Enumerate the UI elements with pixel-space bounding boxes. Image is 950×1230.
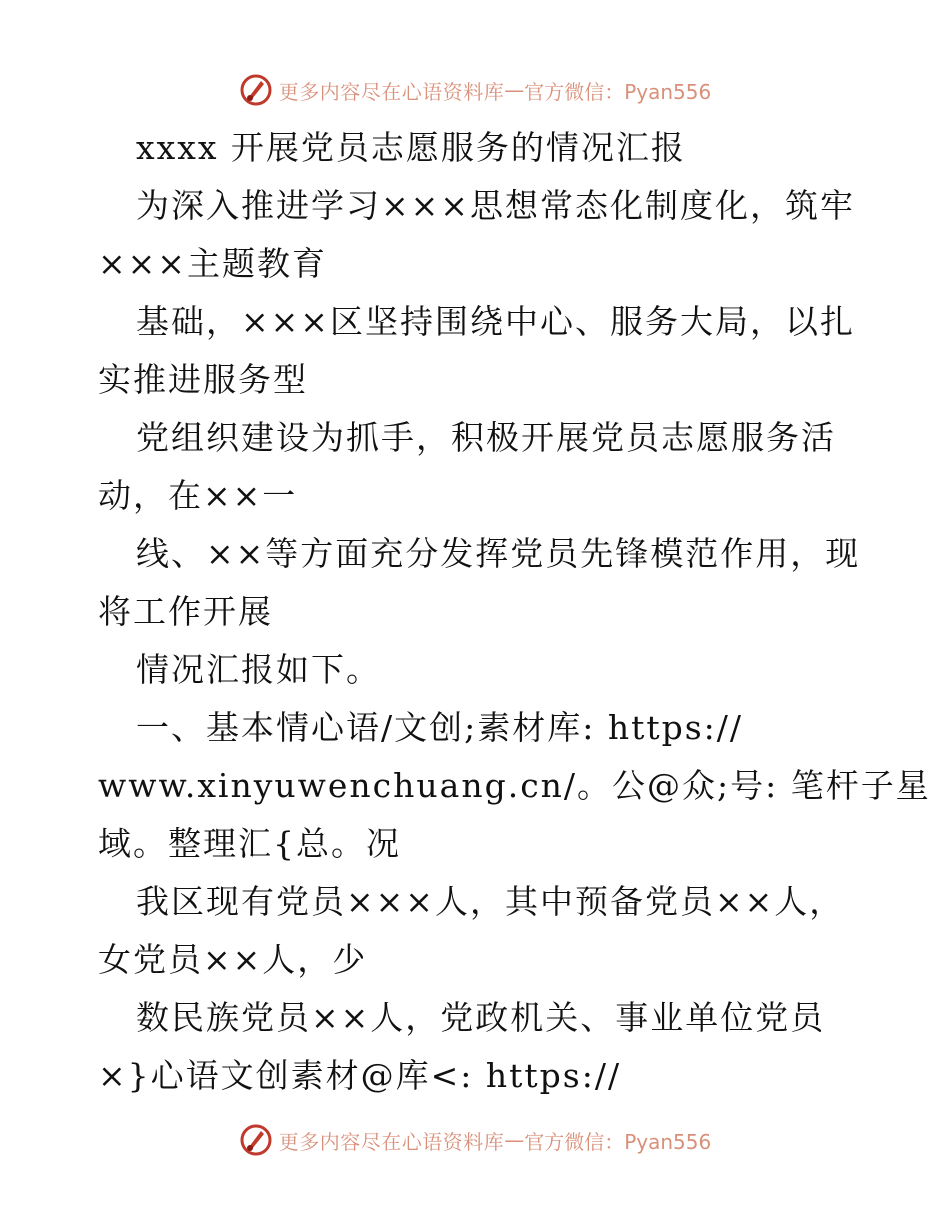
paragraph-line: 情况汇报如下。	[136, 650, 381, 689]
paragraph-line: 实推进服务型	[98, 360, 308, 399]
paragraph-line: www.xinyuwenchuang.cn/。公@众;号: 笔杆子星	[98, 766, 931, 805]
header-watermark-banner	[0, 70, 950, 110]
document-title: xxxx 开展党员志愿服务的情况汇报	[136, 128, 686, 167]
paragraph-line: 党组织建设为抓手，积极开展党员志愿服务活	[136, 418, 836, 457]
banner-wechat: 官方微信：Pyan556	[524, 1129, 712, 1154]
paragraph-line: 女党员××人，少	[98, 940, 368, 979]
paragraph-line: 数民族党员××人，党政机关、事业单位党员	[136, 998, 826, 1037]
brush-logo-icon	[239, 1123, 273, 1157]
paragraph-line: ×}心语文创素材@库<: https://	[98, 1056, 622, 1095]
banner-wechat: 官方微信：Pyan556	[524, 79, 712, 104]
brush-logo-icon	[239, 73, 273, 107]
banner-text: 更多内容尽在心语资料库	[278, 79, 505, 104]
paragraph-line: 基础，×××区坚持围绕中心、服务大局，以扎	[136, 302, 855, 341]
banner-text: 更多内容尽在心语资料库	[278, 1129, 505, 1154]
paragraph-line: 为深入推进学习×××思想常态化制度化，筑牢	[136, 186, 855, 225]
paragraph-line: 动，在××一	[98, 476, 298, 515]
banner-separator: —	[504, 78, 525, 102]
paragraph-line: ×××主题教育	[98, 244, 327, 283]
footer-watermark-banner	[0, 1120, 950, 1160]
paragraph-line: 域。整理汇{总。况	[98, 824, 401, 863]
paragraph-line: 线、××等方面充分发挥党员先锋模范作用，现	[136, 534, 861, 573]
paragraph-line: 我区现有党员×××人，其中预备党员××人，	[136, 882, 845, 921]
section-heading: 一、基本情心语/文创;素材库: https://	[136, 708, 744, 747]
banner-separator: —	[504, 1128, 525, 1152]
paragraph-line: 将工作开展	[98, 592, 273, 631]
